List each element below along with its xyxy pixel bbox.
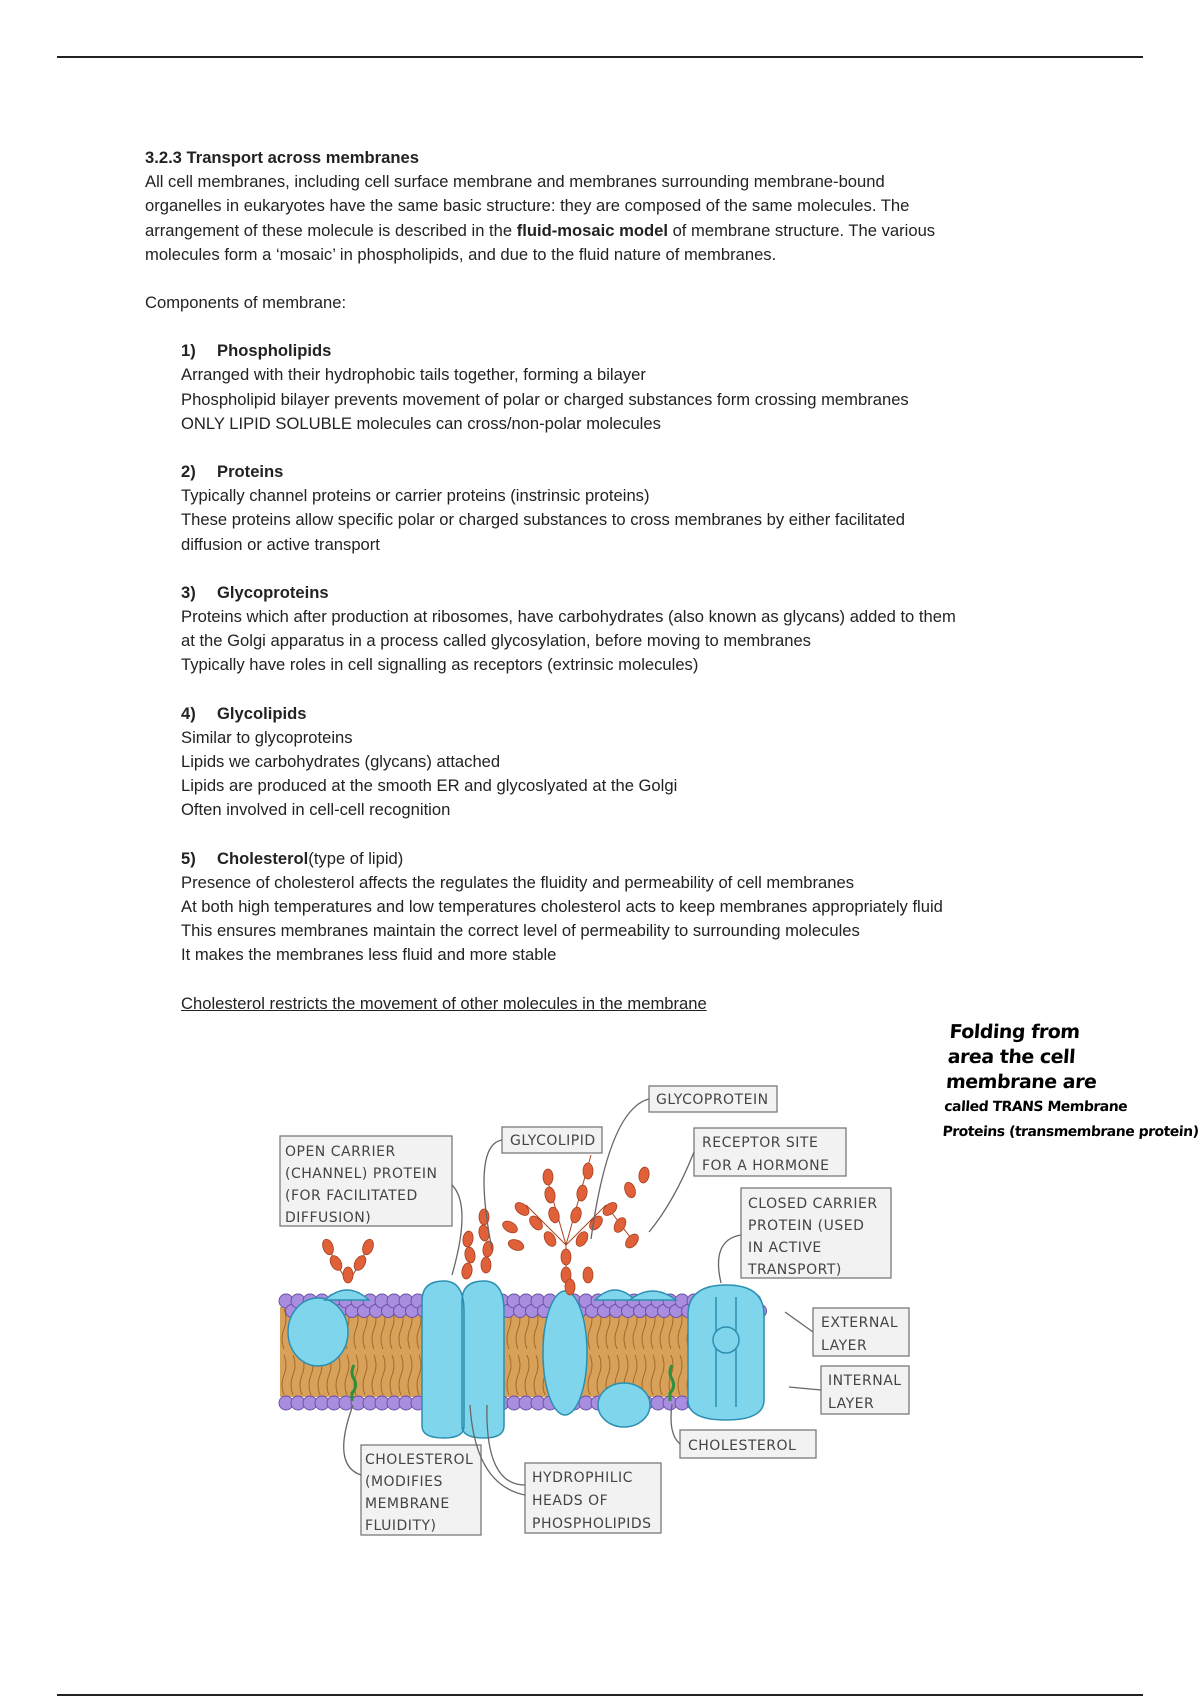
label-cholesterol-left-3: MEMBRANE (365, 1496, 450, 1512)
label-open-carrier-2: (CHANNEL) PROTEIN (285, 1166, 438, 1182)
fluid-mosaic-diagram (270, 1075, 920, 1555)
item-title: Proteins (217, 462, 284, 482)
label-open-carrier-4: DIFFUSION) (285, 1210, 372, 1226)
label-cholesterol-left-4: FLUIDITY) (365, 1518, 437, 1534)
label-closed-carrier-1: CLOSED CARRIER (748, 1196, 878, 1212)
item-number: 1) (181, 341, 196, 361)
label-closed-carrier-2: PROTEIN (USED (748, 1218, 865, 1234)
glycan-bead (328, 1254, 345, 1273)
item-line: Typically channel proteins or carrier proteins (instrinsic proteins) (181, 486, 650, 506)
handwritten-line: area the cell (947, 1046, 1076, 1068)
glycan-bead (343, 1267, 353, 1283)
glycan-bead (507, 1238, 525, 1253)
glycan-bead (464, 1246, 477, 1263)
arrow-closed-carrier (719, 1235, 742, 1283)
label-glycoprotein: GLYCOPROTEIN (656, 1092, 769, 1108)
glycan-bead (623, 1181, 638, 1199)
label-glycolipid: GLYCOLIPID (510, 1133, 596, 1149)
label-internal-1: INTERNAL (828, 1373, 902, 1389)
item-line: at the Golgi apparatus in a process called glycosylation, before moving to membranes (181, 631, 811, 651)
glycan-bead (527, 1214, 545, 1233)
item-line: At both high temperatures and low temperatures cholesterol acts to keep membranes appropriately fluid (181, 897, 943, 917)
label-open-carrier-3: (FOR FACILITATED (285, 1188, 418, 1204)
protein-bump (595, 1290, 635, 1300)
glycan-bead (542, 1230, 559, 1249)
internal-peripheral-protein (598, 1383, 650, 1427)
glycan-bead (623, 1232, 641, 1251)
component-item (181, 581, 1065, 678)
arrow-open-carrier (452, 1185, 462, 1275)
handwritten-line: membrane are (945, 1071, 1098, 1093)
item-line: diffusion or active transport (181, 534, 380, 554)
intro-line-4: molecules form a ‘mosaic’ in phospholipids, and due to the fluid nature of membranes. (145, 244, 777, 264)
label-receptor-2: FOR A HORMONE (702, 1158, 830, 1174)
glycan-bead (638, 1166, 651, 1183)
label-internal-2: LAYER (828, 1396, 875, 1412)
item-line: This ensures membranes maintain the correct level of permeability to surrounding molecules (181, 921, 860, 941)
item-line: Lipids we carbohydrates (glycans) attached (181, 752, 501, 772)
arrow-cholesterol-left (344, 1405, 361, 1475)
component-item (181, 339, 1065, 436)
glycan-bead (583, 1267, 593, 1283)
carrier-binding-site (713, 1327, 739, 1353)
component-item (181, 702, 1065, 823)
protein-bump (325, 1290, 369, 1300)
glycan-bead (569, 1206, 583, 1224)
glycan-bead (601, 1200, 620, 1218)
item-line: Phospholipid bilayer prevents movement of polar or charged substances form crossing membranes (181, 389, 909, 409)
handwritten-line: Proteins (transmembrane protein) (941, 1124, 1200, 1140)
item-line: It makes the membranes less fluid and more stable (181, 945, 557, 965)
section-title: 3.2.3 Transport across membranes (145, 148, 419, 167)
components-label: Components of membrane: (145, 293, 347, 313)
glycan-bead (561, 1249, 571, 1265)
glycan-bead (574, 1230, 591, 1249)
label-hydrophilic-2: HEADS OF (532, 1493, 609, 1509)
item-number: 2) (181, 462, 196, 482)
label-receptor-1: RECEPTOR SITE (702, 1135, 819, 1151)
item-line: Often involved in cell-cell recognition (181, 800, 451, 820)
glycan-bead (576, 1184, 589, 1201)
arrow-receptor (649, 1152, 694, 1232)
components-list (181, 339, 1065, 1016)
item-title: Glycolipids (217, 703, 307, 723)
label-cholesterol-left-2: (MODIFIES (365, 1474, 443, 1490)
item-line: Proteins which after production at ribosomes, have carbohydrates (also known as glycans) added to them (181, 607, 956, 627)
item-title: Phospholipids (217, 341, 332, 361)
glycan-bead (583, 1163, 593, 1179)
item-line: Presence of cholesterol affects the regulates the fluidity and permeability of cell membranes (181, 872, 855, 892)
arrow-external (785, 1312, 813, 1332)
item-line: Arranged with their hydrophobic tails together, forming a bilayer (181, 365, 646, 385)
component-item (181, 460, 1065, 557)
item-line: These proteins allow specific polar or charged substances to cross membranes by either facilitated (181, 510, 906, 530)
lipid-tails (280, 1307, 755, 1397)
intro-line-3a: arrangement of these molecule is described in the (145, 220, 517, 240)
peripheral-protein-left (288, 1298, 348, 1366)
item-number: 4) (181, 703, 196, 723)
glycan-bead (462, 1230, 475, 1247)
glycan-bead (461, 1262, 474, 1279)
item-number: 3) (181, 582, 196, 602)
bottom-rule (57, 1694, 1143, 1696)
item-title: Cholesterol (217, 848, 309, 868)
integral-protein-middle (543, 1291, 587, 1415)
intro-line-1: All cell membranes, including cell surface membrane and membranes surrounding membrane-bound (145, 172, 885, 192)
item-line: Lipids are produced at the smooth ER and glycoslyated at the Golgi (181, 776, 678, 796)
item-number: 5) (181, 848, 196, 868)
fluid-mosaic-term: fluid-mosaic model (516, 220, 668, 240)
glycan-bead (513, 1200, 532, 1218)
glycan-bead (543, 1169, 553, 1185)
glycan-bead (481, 1257, 491, 1273)
component-item (181, 847, 1065, 968)
label-cholesterol-left-1: CHOLESTEROL (365, 1452, 474, 1468)
label-external-1: EXTERNAL (821, 1315, 899, 1331)
glycan-bead (501, 1219, 520, 1236)
intro-line-2: organelles in eukaryotes have the same basic structure: they are composed of the same molecules. The (145, 196, 910, 216)
underlined-note: Cholesterol restricts the movement of other molecules in the membrane (181, 993, 707, 1013)
handwritten-note (942, 1020, 1200, 1145)
label-closed-carrier-3: IN ACTIVE (748, 1240, 822, 1256)
glycan-bead (544, 1186, 557, 1203)
glycan-bead (565, 1279, 575, 1295)
label-cholesterol-right: CHOLESTEROL (688, 1438, 797, 1454)
intro-line-3c: of membrane structure. The various (667, 220, 936, 240)
open-channel-protein (422, 1281, 504, 1438)
glycan-bead (352, 1254, 369, 1273)
glycan-bead (321, 1238, 336, 1256)
item-line: Typically have roles in cell signalling as receptors (extrinsic molecules) (181, 655, 699, 675)
glycan-bead (587, 1214, 605, 1233)
item-line: ONLY LIPID SOLUBLE molecules can cross/non-polar molecules (181, 413, 661, 433)
item-title-suffix: (type of lipid) (308, 848, 404, 868)
top-rule (57, 56, 1143, 58)
label-open-carrier-1: OPEN CARRIER (285, 1144, 396, 1160)
arrow-internal (789, 1387, 821, 1390)
item-line: Similar to glycoproteins (181, 727, 353, 747)
item-title: Glycoproteins (217, 582, 329, 602)
intro-line-3 (145, 219, 1065, 243)
protein-bump (630, 1291, 676, 1300)
label-external-2: LAYER (821, 1338, 868, 1354)
document-body (145, 146, 1065, 1016)
label-hydrophilic-1: HYDROPHILIC (532, 1470, 633, 1486)
handwritten-line: called TRANS Membrane (943, 1099, 1128, 1115)
handwritten-line: Folding from (948, 1021, 1081, 1043)
label-closed-carrier-4: TRANSPORT) (748, 1262, 842, 1278)
label-hydrophilic-3: PHOSPHOLIPIDS (532, 1516, 652, 1532)
glycan-bead (361, 1238, 376, 1256)
